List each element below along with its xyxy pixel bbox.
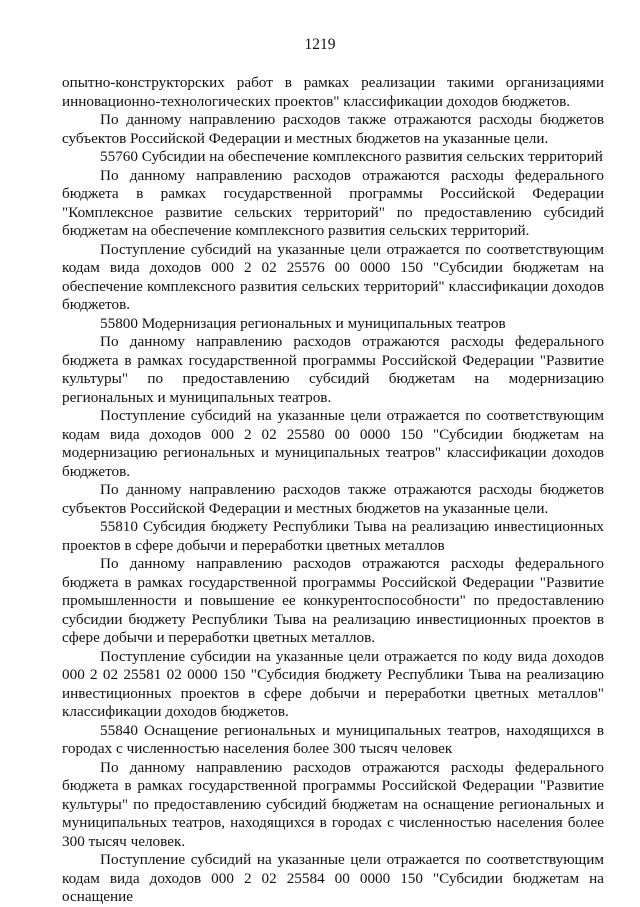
paragraph: Поступление субсидий на указанные цели отражается по соответствующим кодам вида доходов 000 2 02 25580 00 0000 150 "Субсидии бюджетам на модернизацию региональных и муниципальных театров" классификации доходов бюджетов. [62, 407, 604, 480]
page-number: 1219 [304, 36, 336, 53]
paragraph: По данному направлению расходов отражаются расходы федерального бюджета в рамках государственной программы Российской Федерации "Развитие промышленности и повышение ее конкурентоспособности" по предоставлению субсидии бюджету Республики Тыва на реализацию инвестиционных проектов в сфере добычи и переработки цветных металлов. [62, 555, 604, 646]
paragraph: По данному направлению расходов также отражаются расходы бюджетов субъектов Российской Федерации и местных бюджетов на указанные цели. [62, 111, 604, 147]
document-body [62, 74, 604, 907]
paragraph: По данному направлению расходов также отражаются расходы бюджетов субъектов Российской Федерации и местных бюджетов на указанные цели. [62, 481, 604, 517]
paragraph: По данному направлению расходов отражаются расходы федерального бюджета в рамках государственной программы Российской Федерации "Комплексное развитие сельских территорий" по предоставлению субсидий бюджетам на обеспечение комплексного развития сельских территорий. [62, 166, 604, 239]
section-heading: 55760 Субсидии на обеспечение комплексного развития сельских территорий [100, 148, 603, 165]
paragraph: По данному направлению расходов отражаются расходы федерального бюджета в рамках государственной программы Российской Федерации "Развитие культуры" по предоставлению субсидий бюджетам на модернизацию региональных и муниципальных театров. [62, 333, 604, 406]
paragraph: Поступление субсидий на указанные цели отражается по соответствующим кодам вида доходов 000 2 02 25584 00 0000 150 "Субсидии бюджетам на оснащение [62, 851, 604, 905]
paragraph: опытно-конструкторских работ в рамках реализации такими организациями инновационно-технологических проектов" классификации доходов бюджетов. [62, 74, 604, 110]
section-heading: 55800 Модернизация региональных и муниципальных театров [100, 314, 506, 332]
paragraph: Поступление субсидии на указанные цели отражается по коду вида доходов 000 2 02 25581 02 0000 150 "Субсидия бюджету Республики Тыва на реализацию инвестиционных проектов в сфере добычи и переработки цветных металлов" классификации доходов бюджетов. [62, 647, 604, 720]
paragraph: По данному направлению расходов отражаются расходы федерального бюджета в рамках государственной программы Российской Федерации "Развитие культуры" по предоставлению субсидий бюджетам на оснащение региональных и муниципальных театров, находящихся в городах с численностью населения более 300 тысяч человек. [62, 758, 604, 850]
section-heading: 55840 Оснащение региональных и муниципальных театров, находящихся в городах с численностью населения более 300 тысяч человек [62, 721, 604, 757]
paragraph: Поступление субсидий на указанные цели отражается по соответствующим кодам вида доходов 000 2 02 25576 00 0000 150 "Субсидии бюджетам на обеспечение комплексного развития сельских территорий" классификации доходов бюджетов. [62, 240, 604, 313]
section-heading: 55810 Субсидия бюджету Республики Тыва на реализацию инвестиционных проектов в сфере добычи и переработки цветных металлов [62, 518, 604, 554]
